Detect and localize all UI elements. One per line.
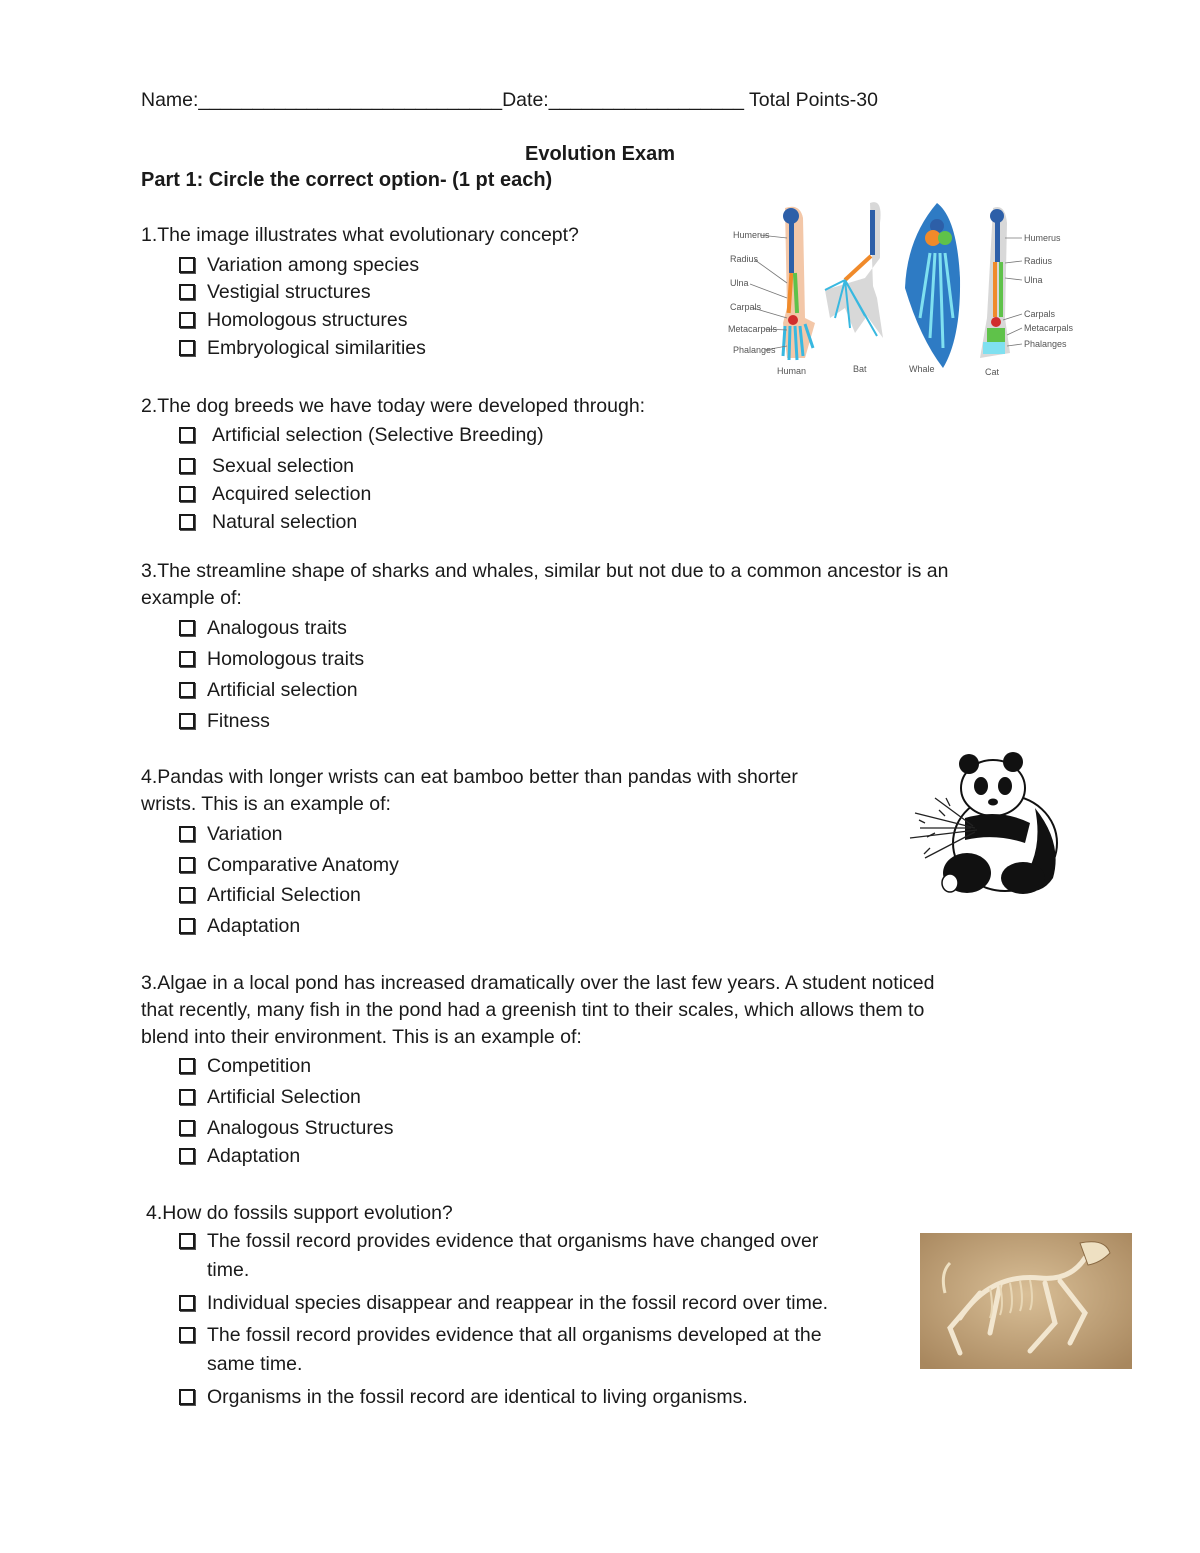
checkbox-icon[interactable] bbox=[179, 1089, 195, 1105]
option-label: Variation among species bbox=[207, 254, 420, 276]
option-label: Analogous traits bbox=[207, 617, 347, 639]
bone-label: Metacarpals bbox=[728, 324, 778, 334]
animal-labels bbox=[777, 364, 1000, 377]
question-line: 4.Pandas with longer wrists can eat bamboo better than pandas with shorter bbox=[141, 766, 798, 788]
page-title: Evolution Exam bbox=[524, 143, 676, 165]
checkbox-icon[interactable] bbox=[179, 427, 195, 443]
question-6: 4.How do fossils support evolution? bbox=[146, 1202, 453, 1224]
option-label: Homologous traits bbox=[207, 648, 365, 670]
option-label: Natural selection bbox=[212, 511, 358, 533]
checkbox-icon[interactable] bbox=[179, 887, 195, 903]
question-2: 2.The dog breeds we have today were developed through: bbox=[141, 395, 646, 417]
checkbox-icon[interactable] bbox=[179, 713, 195, 729]
checkbox-icon[interactable] bbox=[179, 826, 195, 842]
human-arm bbox=[783, 207, 815, 360]
homologous-limbs-figure bbox=[725, 198, 1074, 380]
option-checkbox[interactable] bbox=[179, 707, 270, 736]
option-checkbox[interactable] bbox=[179, 508, 357, 537]
checkbox-icon[interactable] bbox=[179, 1058, 195, 1074]
checkbox-icon[interactable] bbox=[179, 857, 195, 873]
bone-label: Carpals bbox=[1024, 309, 1056, 319]
checkbox-icon[interactable] bbox=[179, 1233, 195, 1249]
question-line: that recently, many fish in the pond had a greenish tint to their scales, which allows them to bbox=[141, 999, 925, 1021]
option-label: Competition bbox=[207, 1055, 312, 1077]
checkbox-icon[interactable] bbox=[179, 1389, 195, 1405]
option-checkbox[interactable] bbox=[179, 1142, 300, 1171]
option-checkbox[interactable] bbox=[179, 912, 300, 941]
part-heading: Part 1: Circle the correct option- (1 pt each) bbox=[141, 169, 553, 191]
option-checkbox[interactable] bbox=[179, 421, 544, 450]
bone-label: Metacarpals bbox=[1024, 323, 1074, 333]
option-label: Analogous Structures bbox=[207, 1117, 394, 1139]
checkbox-icon[interactable] bbox=[179, 257, 195, 273]
option-label: Artificial selection bbox=[207, 679, 358, 701]
option-checkbox[interactable] bbox=[179, 1052, 311, 1081]
checkbox-icon[interactable] bbox=[179, 1327, 195, 1343]
checkbox-icon[interactable] bbox=[179, 682, 195, 698]
animal-label: Whale bbox=[909, 364, 935, 374]
option-checkbox[interactable] bbox=[179, 1083, 361, 1112]
checkbox-icon[interactable] bbox=[179, 651, 195, 667]
animal-label: Human bbox=[777, 366, 807, 376]
option-checkbox[interactable] bbox=[179, 452, 354, 481]
option-line: The fossil record provides evidence that organisms have changed over bbox=[207, 1230, 819, 1252]
checkbox-icon[interactable] bbox=[179, 458, 195, 474]
option-checkbox[interactable] bbox=[179, 1383, 748, 1412]
bone-label: Ulna bbox=[730, 278, 749, 288]
bone-label: Humerus bbox=[733, 230, 770, 240]
option-checkbox[interactable] bbox=[179, 614, 347, 643]
option-line: The fossil record provides evidence that all organisms developed at the bbox=[207, 1324, 822, 1346]
option-checkbox[interactable] bbox=[179, 480, 371, 509]
option-label: Acquired selection bbox=[212, 483, 372, 505]
option-checkbox[interactable] bbox=[179, 881, 361, 910]
question-1: 1.The image illustrates what evolutionary concept? bbox=[141, 224, 579, 246]
whale-flipper bbox=[905, 203, 960, 368]
checkbox-icon[interactable] bbox=[179, 340, 195, 356]
option-label: Fitness bbox=[207, 710, 270, 732]
checkbox-icon[interactable] bbox=[179, 1120, 195, 1136]
option-checkbox[interactable] bbox=[179, 1289, 828, 1318]
option-label: Comparative Anatomy bbox=[207, 854, 399, 876]
option-checkbox[interactable] bbox=[179, 1227, 818, 1285]
question-line: 3.The streamline shape of sharks and whales, similar but not due to a common ancestor is an bbox=[141, 560, 949, 582]
option-checkbox[interactable] bbox=[179, 1114, 393, 1143]
option-line: same time. bbox=[207, 1353, 303, 1375]
right-bone-labels bbox=[1024, 233, 1074, 349]
option-checkbox[interactable] bbox=[179, 251, 419, 280]
option-checkbox[interactable] bbox=[179, 851, 399, 880]
question-3 bbox=[141, 558, 949, 612]
question-line: blend into their environment. This is an example of: bbox=[141, 1026, 582, 1048]
option-label: Adaptation bbox=[207, 1145, 301, 1167]
bone-label: Humerus bbox=[1024, 233, 1061, 243]
panda-illustration bbox=[905, 748, 1065, 900]
checkbox-icon[interactable] bbox=[179, 1295, 195, 1311]
option-label: Individual species disappear and reappear in the fossil record over time. bbox=[207, 1292, 829, 1314]
question-4 bbox=[141, 764, 798, 818]
fossil-photo bbox=[920, 1233, 1132, 1369]
bone-label: Ulna bbox=[1024, 275, 1043, 285]
option-checkbox[interactable] bbox=[179, 306, 408, 335]
option-label: Adaptation bbox=[207, 915, 301, 937]
checkbox-icon[interactable] bbox=[179, 1148, 195, 1164]
bone-label: Phalanges bbox=[1024, 339, 1067, 349]
option-checkbox[interactable] bbox=[179, 278, 371, 307]
question-line: 3.Algae in a local pond has increased dramatically over the last few years. A student noticed bbox=[141, 972, 935, 994]
bat-wing bbox=[825, 202, 883, 338]
checkbox-icon[interactable] bbox=[179, 514, 195, 530]
option-label: Variation bbox=[207, 823, 283, 845]
question-line: example of: bbox=[141, 587, 242, 609]
option-checkbox[interactable] bbox=[179, 645, 364, 674]
bone-label: Radius bbox=[730, 254, 759, 264]
question-line: wrists. This is an example of: bbox=[141, 793, 391, 815]
option-label: Artificial Selection bbox=[207, 1086, 361, 1108]
checkbox-icon[interactable] bbox=[179, 486, 195, 502]
option-label: Embryological similarities bbox=[207, 337, 426, 359]
cat-leg bbox=[980, 207, 1010, 358]
option-label bbox=[207, 1321, 822, 1379]
option-label: Sexual selection bbox=[212, 455, 355, 477]
exam-header: Name:____________________________Date:__________________ Total Points-30 bbox=[141, 89, 878, 111]
option-checkbox[interactable] bbox=[179, 334, 426, 363]
option-checkbox[interactable] bbox=[179, 676, 358, 705]
animal-label: Bat bbox=[853, 364, 867, 374]
option-label: Organisms in the fossil record are identical to living organisms. bbox=[207, 1386, 748, 1408]
option-checkbox[interactable] bbox=[179, 1321, 822, 1379]
option-label bbox=[207, 1227, 818, 1285]
checkbox-icon[interactable] bbox=[179, 620, 195, 636]
question-5 bbox=[141, 970, 934, 1051]
option-checkbox[interactable] bbox=[179, 820, 283, 849]
checkbox-icon[interactable] bbox=[179, 284, 195, 300]
option-label: Homologous structures bbox=[207, 309, 408, 331]
left-bone-labels bbox=[728, 230, 778, 355]
option-label: Artificial Selection bbox=[207, 884, 361, 906]
option-label: Vestigial structures bbox=[207, 281, 371, 303]
checkbox-icon[interactable] bbox=[179, 312, 195, 328]
bone-label: Phalanges bbox=[733, 345, 776, 355]
bone-label: Radius bbox=[1024, 256, 1053, 266]
option-line: time. bbox=[207, 1259, 250, 1281]
animal-label: Cat bbox=[985, 367, 1000, 377]
bone-label: Carpals bbox=[730, 302, 762, 312]
checkbox-icon[interactable] bbox=[179, 918, 195, 934]
option-label: Artificial selection (Selective Breeding) bbox=[212, 424, 544, 446]
